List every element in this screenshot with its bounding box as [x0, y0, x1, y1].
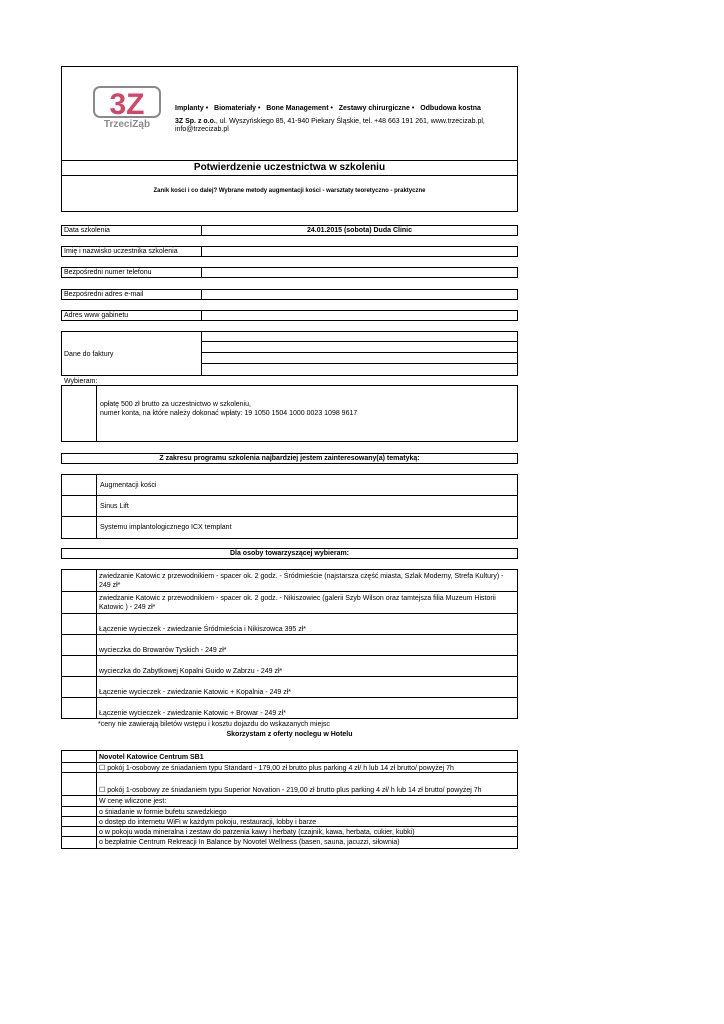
hotel-included-row [62, 796, 517, 807]
topic-label: Sinus Lift [100, 503, 129, 510]
invoice-line-2[interactable] [202, 343, 517, 353]
company-email: info@trzecizab.pl [175, 126, 229, 133]
product-item: Bone Management [266, 105, 329, 112]
hotel-included-row [62, 807, 517, 817]
hotel-included-item: o w pokoju woda mineralna i zestaw do parzenia kawy i herbaty (czajnik, kawa, herbata, cukier, kubki) [99, 829, 415, 836]
name-input[interactable] [202, 247, 517, 256]
company-name: 3Z Sp. z o.o. [175, 118, 216, 125]
hotel-name: Novotel Katowice Centrum SB1 [99, 754, 204, 761]
product-list: Implanty • Biomateriały • Bone Management • Zestawy chirurgiczne • Odbudowa kostna [175, 105, 481, 112]
product-item: Biomateriały [214, 105, 257, 112]
companion-row[interactable] [62, 635, 517, 656]
page-title: Potwierdzenie uczestnictwa w szkoleniu [62, 160, 517, 176]
companion-row[interactable] [62, 614, 517, 635]
www-label: Adres www gabinetu [62, 311, 202, 320]
companion-row[interactable] [62, 698, 517, 718]
hotel-room-row[interactable] [62, 773, 517, 796]
hotel-room-standard: ☐ pokój 1-osobowy ze śniadaniem typu Standard - 179,00 zł brutto plus parking 4 zł/ h lub 14 zł brutto/ powyżej 7h [99, 765, 454, 772]
invoice-line-4[interactable] [202, 365, 517, 375]
name-label: Imię i nazwisko uczestnika szkolenia [62, 247, 202, 256]
company-info [175, 118, 515, 134]
hotel-room-row[interactable] [62, 763, 517, 773]
company-address: , ul. Wyszyńskiego 85, 41-940 Piekary Śląskie, tel. +48 663 191 261, www.trzecizab.pl, [215, 118, 485, 125]
payment-block [61, 385, 518, 442]
companion-header: Dla osoby towarzyszącej wybieram: [61, 548, 518, 559]
topics-table [61, 474, 518, 539]
topics-header: Z zakresu programu szkolenia najbardziej jestem zainteresowany(a) tematyką: [61, 453, 518, 464]
payment-line-2: numer konta, na które należy dokonać wpłaty: 19 1050 1504 1000 0023 1098 9617 [100, 410, 358, 417]
header-block [61, 66, 518, 212]
hotel-included-row [62, 817, 517, 827]
invoice-label: Dane do faktury [64, 351, 114, 358]
hotel-included-item: o bezpłatnie Centrum Rekreacji In Balance by Novotel Wellness (basen, sauna, jacuzzi, siłownia) [99, 839, 400, 846]
hotel-included-row [62, 837, 517, 848]
page-subtitle: Zanik kości i co dalej? Wybrane metody augmentacji kości - warsztaty teoretyczno - praktyczne [153, 188, 426, 194]
companion-table [61, 569, 518, 719]
topic-label: Systemu implantologicznego ICX templant [100, 524, 232, 531]
invoice-label-cell [62, 332, 202, 375]
invoice-line-3[interactable] [202, 354, 517, 364]
topic-label: Augmentacji kości [100, 482, 157, 489]
companion-row[interactable] [62, 677, 517, 698]
email-input[interactable] [202, 290, 517, 299]
logo-graphic [92, 85, 164, 129]
topic-row[interactable] [62, 475, 517, 496]
hotel-header: Skorzystam z oferty noclegu w Hotelu [226, 731, 353, 738]
www-row [61, 310, 518, 321]
payment-checkbox[interactable] [62, 386, 97, 441]
email-row [61, 289, 518, 300]
hotel-included-item: o śniadanie w formie bufetu szwedzkiego [99, 809, 227, 816]
date-row [61, 225, 518, 236]
email-label: Bezpośredni adres e-mail [62, 290, 202, 299]
payment-text [98, 399, 508, 419]
svg-text:3Z: 3Z [109, 88, 145, 121]
hotel-included-row [62, 827, 517, 837]
companion-note: *ceny nie zawierają biletów wstępu i kosztu dojazdu do wskazanych miejsc [98, 721, 330, 728]
svg-text:TrzeciZąb: TrzeciZąb [103, 119, 151, 129]
companion-label: Łączenie wycieczek - zwiedzanie Śródmieścia i Nikiszowca 395 zł* [99, 626, 306, 633]
companion-row[interactable] [62, 592, 517, 614]
companion-label: wycieczka do Zabytkowej Kopalni Guido w Zabrzu - 249 zł* [99, 668, 283, 675]
hotel-room-superior: ☐ pokój 1-osobowy ze śniadaniem typu Superior Novation - 219,00 zł brutto plus parking 4 zł/ h lub 14 zł brutto/ powyżej 7h [99, 787, 482, 794]
companion-label: Łączenie wycieczek - zwiedzanie Katowic + Kopalnia - 249 zł* [99, 689, 292, 696]
choose-label: Wybieram: [64, 378, 98, 385]
invoice-block [61, 331, 518, 376]
companion-label: zwiedzanie Katowic z przewodnikiem - spacer ok. 2 godz. - Nikiszowiec (galerii Szyb Wilson oraz tamtejsza filia Muzeum Historii Katowic ) - 249 zł* [99, 595, 496, 611]
product-item: Odbudowa kostna [420, 105, 481, 112]
invoice-line-1[interactable] [202, 332, 517, 342]
name-row [61, 246, 518, 257]
payment-line-1: opłatę 500 zł brutto za uczestnictwo w szkoleniu, [100, 401, 251, 408]
companion-label: zwiedzanie Katowic z przewodnikiem - spacer ok. 2 godz. - Śródmieście (najstarsza część miasta, Szlak Moderny, Strefa Kultury) - 249 zł* [99, 573, 504, 589]
companion-row[interactable] [62, 656, 517, 677]
topic-row[interactable] [62, 517, 517, 538]
phone-row [61, 267, 518, 278]
phone-label: Bezpośredni numer telefonu [62, 268, 202, 277]
hotel-name-row [62, 751, 517, 763]
hotel-included-label: W cenę wliczone jest: [99, 798, 167, 805]
www-input[interactable] [202, 311, 517, 320]
hotel-included-item: o dostęp do internetu WiFi w każdym pokoju, restauracji, lobby i barze [99, 819, 317, 826]
company-logo [92, 85, 164, 129]
date-value: 24.01.2015 (sobota) Duda Clinic [306, 227, 413, 234]
companion-label: wycieczka do Browarów Tyskich - 249 zł* [99, 647, 227, 654]
phone-input[interactable] [202, 268, 517, 277]
product-item: Implanty [175, 105, 204, 112]
companion-label: Łączenie wycieczek - zwiedzanie Katowic + Browar - 249 zł* [99, 710, 286, 717]
date-label: Data szkolenia [62, 226, 202, 235]
hotel-table [61, 750, 518, 849]
product-item: Zestawy chirurgiczne [338, 105, 410, 112]
companion-row[interactable] [62, 570, 517, 592]
topic-row[interactable] [62, 496, 517, 517]
